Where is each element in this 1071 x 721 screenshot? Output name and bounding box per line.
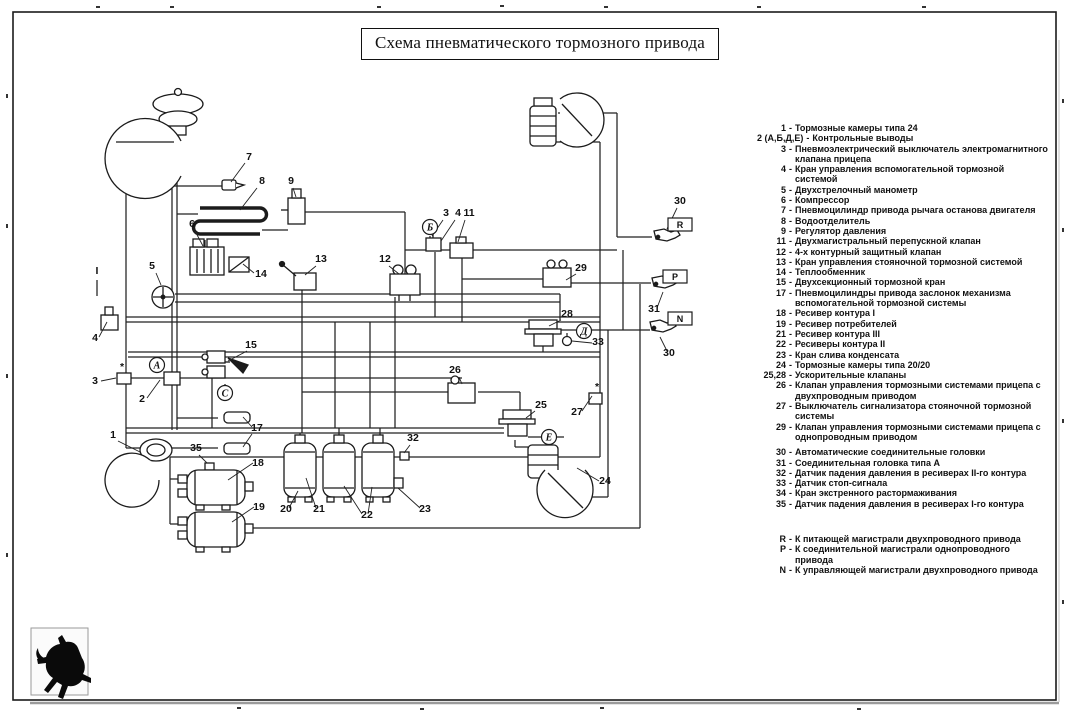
legend-item-number: 5 [780,184,786,195]
line-port-letter: R [676,220,684,230]
legend-item-text: Водоотделитель [795,215,871,226]
component-number-label: 4 [455,207,461,219]
component-number-label: 33 [592,336,604,348]
legend-item-dash: - [789,498,792,509]
accelerator-valve-28 [525,320,561,346]
legend-item-dash: - [789,328,792,339]
legend-item-number: 26 [775,380,786,391]
legend-item-text: Клапан управления тормозными системами прицепа с двухпроводным приводом [795,380,1041,401]
legend-item [757,422,1049,443]
legend-item-number: 35 [775,498,786,509]
component-number-label: 14 [255,268,267,280]
legend-item-text: Двухсекционный тормозной кран [795,277,946,288]
legend-item-number: N [779,564,786,575]
component-number-label: 2 [139,393,145,405]
component-number-label: 1 [110,429,116,441]
legend-item [757,339,1049,349]
legend-item-dash: - [789,256,792,267]
legend-item [757,123,1049,133]
legend-item [757,401,1049,422]
legend-item-number: 31 [775,457,786,468]
legend-item [757,164,1049,185]
legend-item-text: Ресивер потребителей [795,318,897,329]
legend-item-number: 23 [775,349,786,360]
legend-item-number: 32 [775,467,786,478]
trailer-valve-two-line-29 [543,260,571,287]
legend-item-number: 14 [775,267,786,278]
legend-item [757,478,1049,488]
pressure-regulator-9 [281,189,305,224]
legend-item [757,499,1049,509]
legend-item-number: 22 [775,339,786,350]
legend-item-number: 12 [775,246,786,257]
legend-item-text: Ресивер контура III [795,328,880,339]
legend-item-dash: - [789,339,792,350]
aux-brake-valve-4 [101,307,118,330]
legend-item [757,277,1049,287]
legend-item [757,370,1049,380]
legend-item-text: Выключатель сигнализатора стояночной тормозной системы [795,401,1032,422]
component-number-label: 23 [419,503,431,515]
component-number-label: 7 [246,151,252,163]
legend-item-text: Двухмагистральный перепускной клапан [795,236,981,247]
dual-section-brake-valve-15 [202,351,248,378]
legend-item-text: Кран управления вспомогательной тормозной системой [795,164,1005,185]
legend-item [757,319,1049,329]
receiver-22a [323,435,355,502]
engine-stop-cylinder-7 [222,180,244,190]
legend-item-text: Соединительная головка типа А [795,457,940,468]
legend-item-text: К управляющей магистрали двухпроводного привода [795,564,1038,575]
receiver-21 [284,435,316,502]
legend-item-dash: - [789,267,792,278]
legend-item-number: 11 [776,236,786,247]
legend-item-text: Теплообменник [795,267,866,278]
legend-item-number: 21 [775,328,786,339]
legend-item-number: R [779,533,786,544]
legend-item [757,185,1049,195]
component-number-label: 30 [674,195,686,207]
control-port-letter: Б [426,222,434,234]
legend-item-text: Автоматические соединительные головки [795,447,986,458]
legend-item-number: 15 [775,277,786,288]
legend-item-text: 4-х контурный защитный клапан [795,246,942,257]
legend-item-number: 9 [780,225,786,236]
line-port-letter: N [676,314,684,324]
legend-item-number: 33 [775,478,786,489]
legend-item-number: 4 [780,164,786,175]
legend-item-dash: - [789,195,792,206]
legend-item-dash: - [789,457,792,468]
legend-item [757,195,1049,205]
dual-pointer-gauge-5 [152,286,174,308]
trailer-valve-single-line-26 [448,376,475,403]
component-number-label: 29 [575,262,587,274]
component-number-label: 31 [648,303,660,315]
legend-item-dash: - [789,123,792,133]
legend-item-dash: - [789,308,792,319]
legend [757,123,1049,575]
heat-exchanger-14 [229,257,249,272]
components [101,89,680,553]
legend-item [757,308,1049,318]
legend-item-text: Регулятор давления [795,225,887,236]
legend-item-text: К соединительной магистрали однопроводного привода [795,544,1010,565]
legend-item-dash: - [789,236,792,247]
legend-item [757,133,1049,143]
legend-item-number: 7 [780,205,786,216]
component-number-label: 20 [280,503,292,515]
component-number-label: 17 [251,422,263,434]
legend-item [757,257,1049,267]
page-title: Схема пневматического тормозного привода [361,28,719,60]
receiver-18 [178,470,253,510]
control-port-letter: С [221,388,229,400]
rear-brake-chamber-24 [528,445,593,518]
legend-item-text: Контрольные выводы [812,133,914,144]
front-brake-chamber-left [105,89,203,199]
legend-item-dash: - [789,380,792,391]
legend-item-text: Датчик стоп-сигнала [795,478,888,489]
legend-item-dash: - [789,287,792,298]
legend-item-number: 17 [775,287,786,298]
component-number-label: * [594,381,600,393]
legend-item-text: Компрессор [795,195,850,206]
legend-item-dash: - [789,447,792,458]
stop-signal-sensor-33 [563,337,572,346]
legend-item-number: 34 [775,488,786,499]
component-number-label: 3 [92,375,98,387]
legend-item-dash: - [789,478,792,489]
component-number-label: 28 [561,308,573,320]
pressure-drop-sensor-35 [205,463,214,470]
legend-item [757,458,1049,468]
component-number-label: 25 [535,399,547,411]
water-separator-8 [194,208,267,234]
legend-item [757,544,1049,565]
parking-brake-valve-13 [280,262,317,291]
legend-item [757,236,1049,246]
component-number-label: 9 [288,175,294,187]
legend-item-text: Ускорительные клапаны [795,370,907,381]
legend-item-text: Клапан управления тормозными системами прицепа с однопроводным приводом [795,421,1041,442]
legend-item-dash: - [789,184,792,195]
legend-item-dash: - [789,205,792,216]
legend-item [757,360,1049,370]
legend-item-dash: - [789,544,792,555]
legend-group-couplings [757,447,1049,509]
legend-item-number: P [779,544,786,555]
component-number-label: 6 [189,218,195,230]
component-number-label: 3 [443,207,449,219]
legend-item-dash: - [806,133,810,144]
component-number-label: 8 [259,175,265,187]
legend-item-text: Тормозные камеры типа 24 [795,123,918,133]
control-port-letter: Д [580,326,588,338]
component-number-label: I [95,265,99,277]
control-port-letter: А [153,360,161,372]
legend-item-text: Кран экстренного растормаживания [795,488,957,499]
legend-item-dash: - [789,359,792,370]
legend-item [757,468,1049,478]
component-number-label: 35 [190,442,202,454]
legend-item [757,565,1049,575]
legend-item-text: Ресивер контура I [795,308,875,319]
component-number-label: 21 [313,503,325,515]
legend-item-number: 30 [775,447,786,458]
legend-item-number: 6 [780,195,786,206]
component-number-label: 18 [252,457,264,469]
legend-item-dash: - [789,488,792,499]
legend-item [757,247,1049,257]
legend-item-number: 25,28 [763,370,786,381]
legend-group-main [757,123,1049,442]
legend-item-dash: - [789,349,792,360]
legend-item-text: К питающей магистрали двухпроводного привода [795,533,1021,544]
component-number-label: 19 [253,501,265,513]
two-line-bypass-valve-11 [450,237,473,258]
legend-item-number: 8 [780,215,786,226]
legend-item-text: Кран слива конденсата [795,349,900,360]
component-number-label: 5 [149,260,155,272]
legend-item [757,329,1049,339]
component-number-label: 27 [571,406,583,418]
legend-item-number: 13 [775,256,786,267]
compressor-6 [190,239,224,275]
legend-item-dash: - [789,370,792,381]
legend-item-number: 29 [775,421,786,432]
legend-item-dash: - [789,246,792,257]
component-number-label: 26 [449,364,461,376]
legend-item-number: 19 [775,318,786,329]
legend-item-dash: - [789,277,792,288]
component-number-label: 4 [92,332,98,344]
legend-item-text: Кран управления стояночной тормозной системой [795,256,1023,267]
legend-item-dash: - [789,318,792,329]
legend-item-text: Пневмоэлектрический выключатель электромагнитного клапана прицепа [795,143,1048,164]
parking-signal-switch-27 [589,393,602,404]
legend-item [757,288,1049,309]
legend-item [757,205,1049,215]
legend-item [757,144,1049,165]
legend-item-text: Тормозные камеры типа 20/20 [795,359,931,370]
legend-item-dash: - [789,164,792,175]
legend-item [757,226,1049,236]
line-port-letter: P [671,272,679,282]
control-port-fitting-2 [164,372,180,385]
legend-item-dash: - [789,564,792,575]
accelerator-valve-25 [499,410,535,436]
legend-item [757,534,1049,544]
legend-item-number: 1 [780,123,786,133]
legend-item-dash: - [789,533,792,544]
legend-item [757,267,1049,277]
component-number-label: 13 [315,253,327,265]
component-number-label: 32 [407,432,419,444]
legend-item-dash: - [789,401,792,412]
legend-item-dash: - [789,467,792,478]
legend-item-dash: - [789,143,792,154]
pneumo-electric-switch-3 [117,373,131,384]
legend-item-number: 18 [775,308,786,319]
legend-item-text: Датчик падения давления в ресиверах I-го контура [795,498,1024,509]
legend-item-text: Пневмоцилиндр привода рычага останова двигателя [795,205,1036,216]
legend-item-text: Ресиверы контура II [795,339,886,350]
legend-item-dash: - [789,225,792,236]
legend-item [757,380,1049,401]
receiver-19 [178,512,253,552]
rear-brake-chamber-top [530,93,604,147]
legend-item [757,488,1049,498]
legend-item [757,447,1049,457]
legend-line-notes [757,534,1049,575]
legend-item-number: 24 [775,359,786,370]
legend-item [757,350,1049,360]
component-number-label: 11 [463,207,475,219]
component-number-label: 24 [599,475,611,487]
legend-item-dash: - [789,421,792,432]
legend-item-text: Пневмоцилиндры привода заслонок механизма вспомогательной тормозной системы [795,287,1011,309]
legend-item-number: 3 [780,143,786,154]
kamaz-horse-logo [31,628,91,699]
component-number-label: 12 [379,253,391,265]
control-port-letter: Е [545,432,553,444]
legend-item-text: Датчик падения давления в ресиверах II-го контура [795,467,1027,478]
front-brake-chamber-1 [105,439,172,507]
receiver-22b [362,435,403,502]
legend-item-number: 27 [775,401,786,412]
component-number-label: 22 [361,509,373,521]
component-number-label: 30 [663,347,675,359]
component-number-label: * [119,361,125,373]
component-number-label: 15 [245,339,257,351]
pressure-drop-sensor-32 [400,452,409,460]
legend-item-dash: - [789,215,792,226]
legend-item-text: Двухстрелочный манометр [795,184,918,195]
legend-item-number: 2 (А,Б,Д,Е) [757,133,804,144]
legend-item [757,216,1049,226]
